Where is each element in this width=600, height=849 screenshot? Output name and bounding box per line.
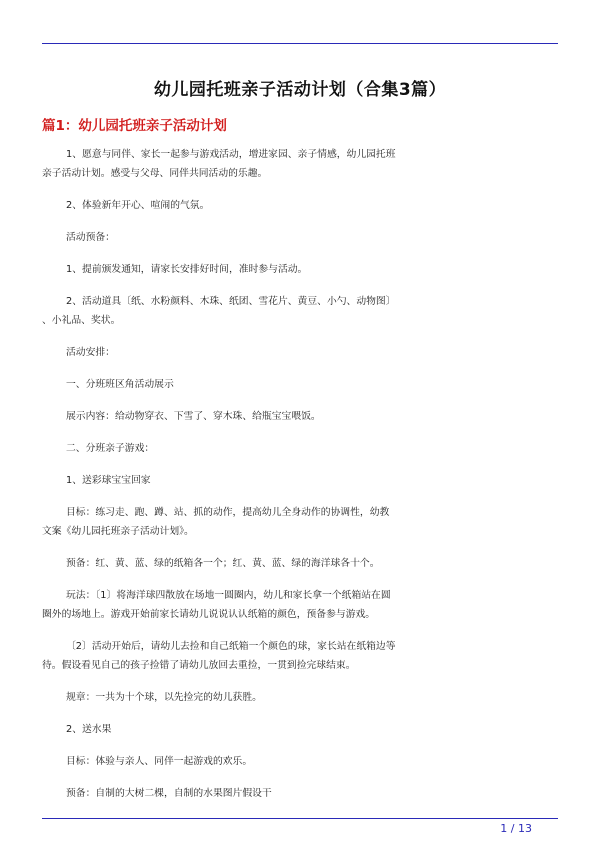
paragraph: 玩法：〔1〕将海洋球四散放在场地一圆圈内，幼儿和家长拿一个纸箱站在圆 圈外的场地上。游戏开始前家长请幼儿说说认认纸箱的颜色，预备参与游戏。 <box>42 590 391 620</box>
footer-rule <box>42 818 558 819</box>
paragraph: 2、活动道具〔纸、水粉颜料、木珠、纸团、雪花片、黄豆、小勺、动物图〕 、小礼品、奖状。 <box>42 296 396 326</box>
paragraph: 1、提前颁发通知，请家长安排好时间，准时参与活动。 <box>66 264 308 275</box>
paragraph: 〔2〕活动开始后，请幼儿去捡和自己纸箱一个颜色的球，家长站在纸箱边等 待。假设看见自己的孩子捡错了请幼儿放回去重捡，一贯到捡完球结束。 <box>42 641 396 671</box>
page-indicator: 1 / 13 <box>500 822 532 835</box>
section-title: 篇1：幼儿园托班亲子活动计划 <box>42 118 227 134</box>
paragraph: 活动预备： <box>66 232 115 243</box>
paragraph: 规章：一共为十个球，以先捡完的幼儿获胜。 <box>66 692 262 703</box>
header-rule <box>42 43 558 44</box>
paragraph: 活动安排： <box>66 347 115 358</box>
paragraph: 预备：红、黄、蓝、绿的纸箱各一个；红、黄、蓝、绿的海洋球各十个。 <box>66 558 380 569</box>
paragraph: 1、送彩球宝宝回家 <box>66 475 151 486</box>
paragraph: 目标：体验与亲人、同伴一起游戏的欢乐。 <box>66 756 253 767</box>
paragraph: 预备：自制的大树二棵，自制的水果图片假设干 <box>66 788 272 799</box>
document-title: 幼儿园托班亲子活动计划（合集3篇） <box>153 80 447 100</box>
paragraph: 1、愿意与同伴、家长一起参与游戏活动，增进家园、亲子情感，幼儿园托班 亲子活动计划。感受与父母、同伴共同活动的乐趣。 <box>42 149 396 179</box>
paragraph: 二、分班亲子游戏： <box>66 443 155 454</box>
paragraph: 2、体验新年开心、喧闹的气氛。 <box>66 200 210 211</box>
paragraph: 目标：练习走、跑、蹲、站、抓的动作，提高幼儿全身动作的协调性，幼教 文案《幼儿园托班亲子活动计划》。 <box>42 507 390 537</box>
paragraph: 2、送水果 <box>66 724 112 735</box>
paragraph: 一、分班班区角活动展示 <box>66 379 174 390</box>
document-body <box>42 145 562 803</box>
paragraph: 展示内容：给动物穿衣、下雪了、穿木珠、给瓶宝宝喂饭。 <box>66 411 321 422</box>
